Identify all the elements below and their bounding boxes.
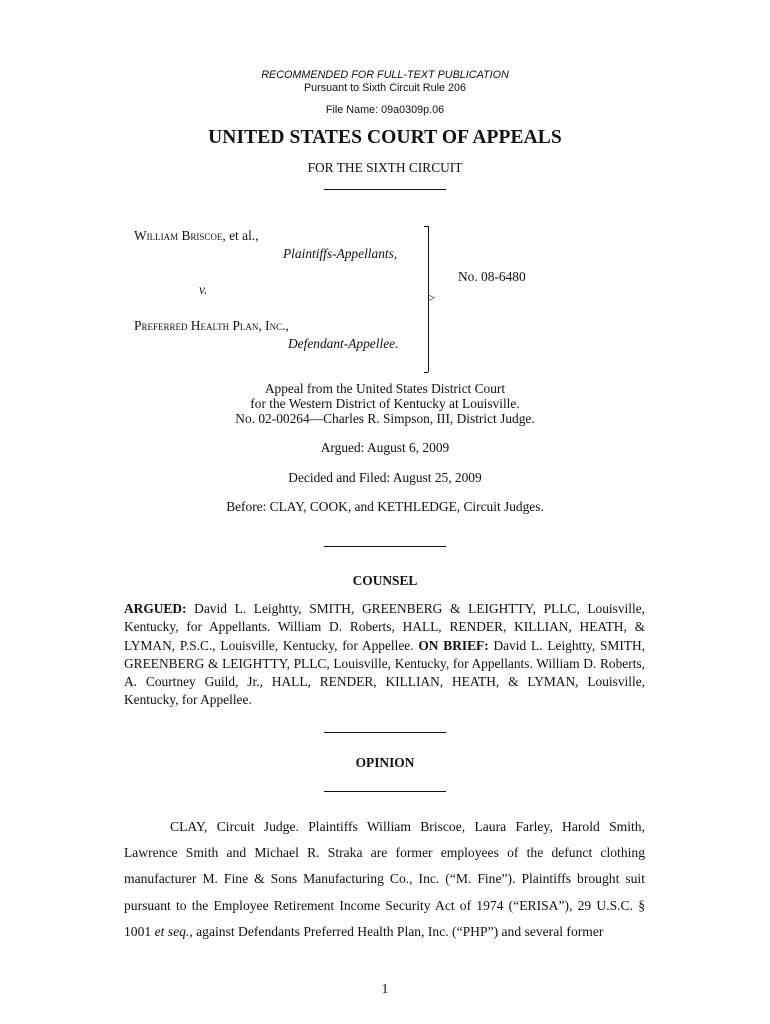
page-number: 1: [381, 981, 389, 996]
plaintiff-role: Plaintiffs-Appellants,: [283, 246, 398, 261]
appeal-line-2: for the Western District of Kentucky at Louisville.: [250, 396, 520, 411]
plaintiff-line: [134, 228, 259, 244]
court-title: UNITED STATES COURT OF APPEALS: [208, 127, 562, 148]
bracket-top-tick: [424, 226, 428, 227]
counsel-divider: [324, 546, 446, 547]
argued-label: ARGUED:: [124, 601, 187, 616]
plaintiff-suffix: , et al.,: [222, 228, 259, 243]
counsel-paragraph: [124, 600, 645, 710]
opinion-divider-bottom: [324, 791, 446, 792]
opinion-paragraph: [124, 814, 645, 945]
decided-date: Decided and Filed: August 25, 2009: [288, 470, 482, 485]
counsel-heading: COUNSEL: [352, 573, 418, 588]
rule-notice: Pursuant to Sixth Circuit Rule 206: [303, 82, 467, 94]
publication-notice: RECOMMENDED FOR FULL-TEXT PUBLICATION: [261, 69, 509, 81]
argued-text: David L. Leightty, SMITH, GREENBERG & LEIGHTTY, PLLC, Louisville, Kentucky, for Appellants. William D. Roberts, HALL, RENDER, KILLIAN, HEATH, & LYMAN, P.S.C., Louisville, Kentucky, for Appellee.: [124, 601, 645, 653]
on-brief-text: David L. Leightty, SMITH, GREENBERG & LEIGHTTY, PLLC, Louisville, Kentucky, for Appellants. William D. Roberts, A. Courtney Guild, Jr., HALL, RENDER, KILLIAN, HEATH, & LYMAN, Louisville, Kentucky, for Appellee.: [124, 637, 645, 708]
case-number: No. 08-6480: [458, 269, 526, 284]
opinion-text-start: CLAY, Circuit Judge. Plaintiffs William Briscoe, Laura Farley, Harold Smith, Lawrence Smith and Michael R. Straka are former employees of the defunct clothing manufacturer M. Fine & Sons Manufacturing Co., Inc. (“M. Fine”). Plaintiffs brought suit pursuant to the Employee Retirement Income Security Act of 1974 (“ERISA”), 29 U.S.C. § 1001: [124, 819, 645, 939]
argued-date: Argued: August 6, 2009: [320, 440, 450, 455]
opinion-text-end: , against Defendants Preferred Health Plan, Inc. (“PHP”) and several former: [189, 923, 604, 939]
file-name: File Name: 09a0309p.06: [325, 104, 445, 116]
defendant-role: Defendant-Appellee.: [288, 336, 399, 351]
versus: v.: [199, 282, 208, 297]
bracket-chevron: >: [428, 290, 436, 305]
defendant-name: Preferred Health Plan, Inc.,: [134, 318, 289, 333]
appeal-line-1: Appeal from the United States District Court: [264, 381, 506, 396]
panel-judges: Before: CLAY, COOK, and KETHLEDGE, Circuit Judges.: [226, 499, 544, 514]
appeal-line-3: No. 02-00264—Charles R. Simpson, III, District Judge.: [235, 411, 535, 426]
opinion-divider-top: [324, 732, 446, 733]
circuit-name: FOR THE SIXTH CIRCUIT: [307, 160, 463, 175]
on-brief-label: ON BRIEF:: [418, 637, 489, 653]
plaintiff-name: William Briscoe: [134, 228, 223, 243]
opinion-citation-italic: et seq.: [154, 923, 190, 939]
header-divider: [324, 189, 446, 190]
opinion-heading: OPINION: [355, 755, 415, 770]
bracket-bottom-tick: [424, 372, 428, 373]
